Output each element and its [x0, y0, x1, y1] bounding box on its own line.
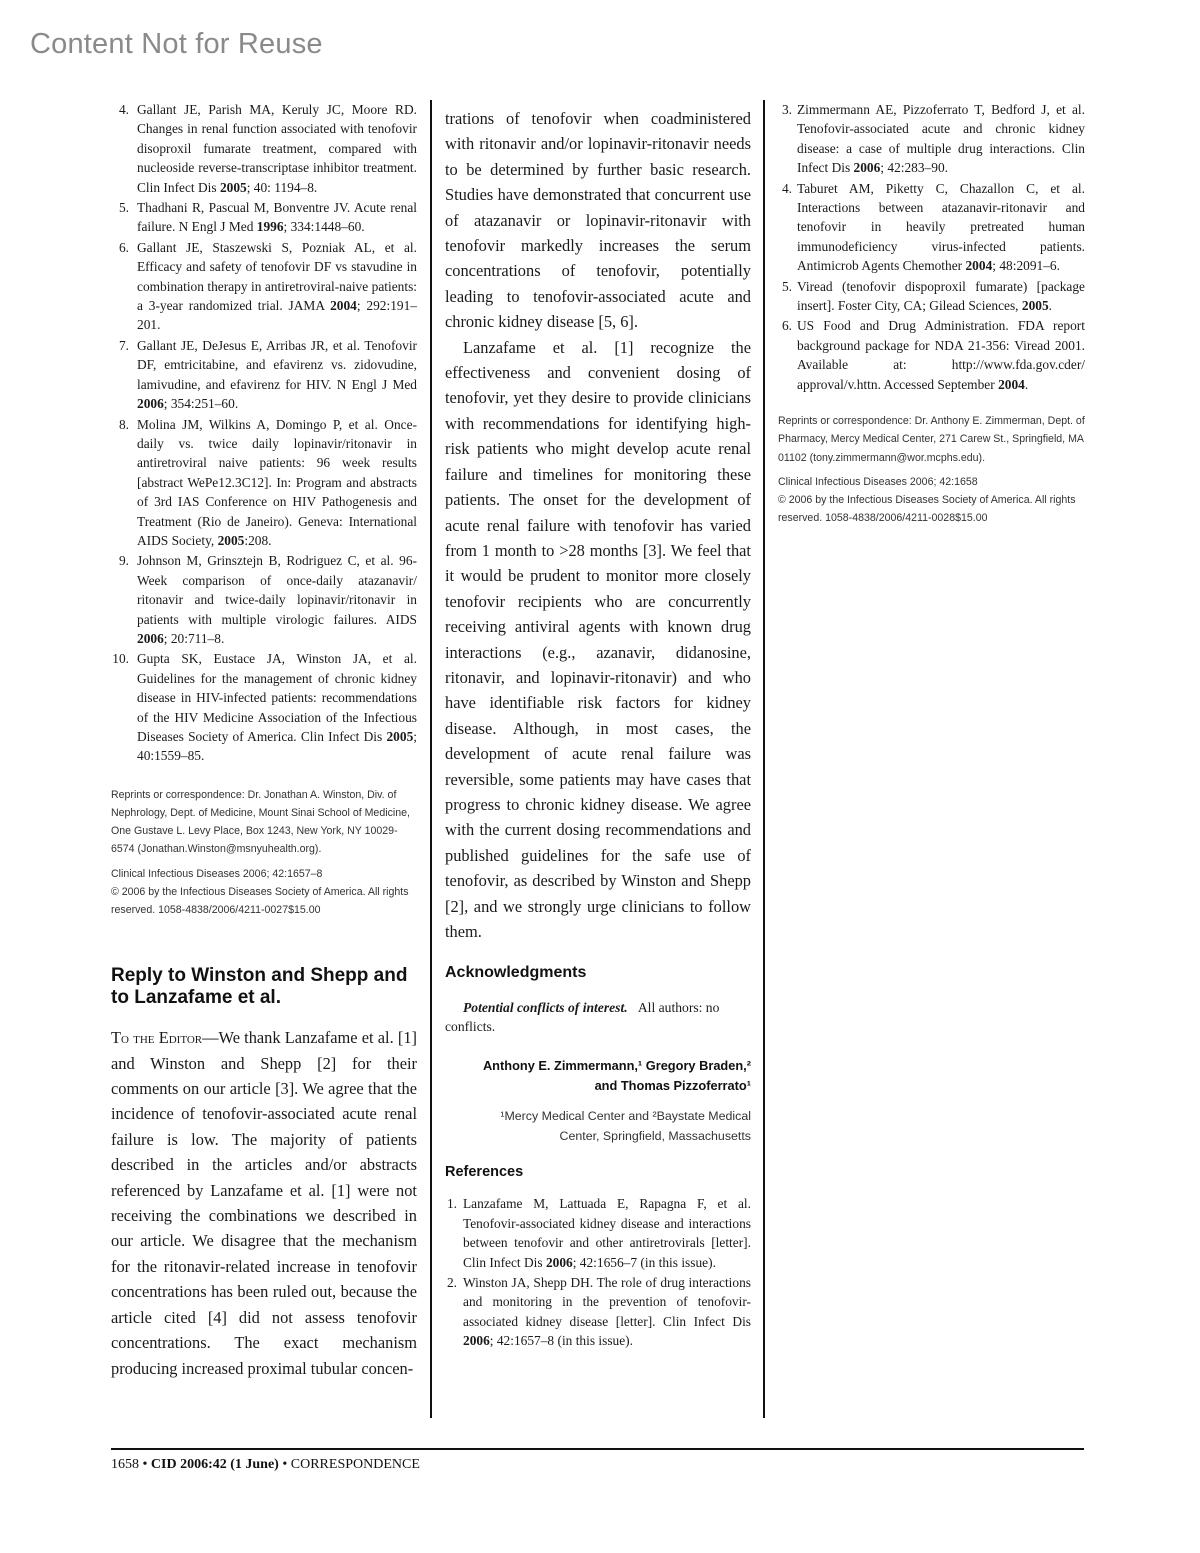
reference-year: 2004 — [965, 258, 993, 274]
reference-number: 4. — [118, 102, 129, 117]
reference-year: 2005 — [219, 179, 247, 195]
reference-year: 2006 — [853, 160, 881, 176]
reference-year: 2005 — [217, 532, 245, 548]
reference-year: 2006 — [137, 396, 164, 412]
reference-text: Taburet AM, Piketty C, Chazallon C, et al. Interactions between atazanavir-ritonavir and tenofovir in heavily pretreated human immunodeficiency virus-infected patients. Antimicrob Agents Chemother — [797, 180, 1085, 274]
reference-number: 4. — [781, 180, 792, 196]
reference-text: ; 20:711–8. — [163, 630, 225, 646]
copyright-note: © 2006 by the Infectious Diseases Society of America. All rights reserved. 1058-4838/2006/4211-0027$15.00 — [111, 885, 409, 917]
reference-number: 1. — [446, 1196, 457, 1212]
reference-number: 6. — [118, 239, 129, 255]
reference-number: 10. — [112, 651, 129, 667]
reference-text: ; 334:1448–60. — [283, 219, 365, 235]
reference-number: 3. — [781, 102, 792, 117]
reference-text: ; 40: 1194–8. — [246, 179, 318, 195]
reference-number: 8. — [118, 416, 129, 432]
conflict-label: Potential conflicts of interest. — [463, 1000, 628, 1016]
conflict-text: All authors: no conflicts. — [445, 1000, 720, 1035]
references-heading: References — [445, 1164, 524, 1181]
reference-text: ; 40:1559–85. — [137, 729, 417, 764]
reference-text: US Food and Drug Administration. FDA report background package for NDA 21-356: Viread 2001. Available at: http://www.fda.gov.cder/ approval/v.httn. Accessed September — [797, 318, 1085, 392]
reference-number: 9. — [118, 553, 129, 569]
reference-text: Winston JA, Shepp DH. The role of drug interactions and monitoring in the prevention of tenofovir-associated kidney disease [letter]. Clin Infect Dis — [463, 1275, 751, 1329]
reference-text: Gupta SK, Eustace JA, Winston JA, et al. Guidelines for the management of chronic kidney disease in HIV-infected patients: recommendations of the HIV Medicine Association of the Infectious Diseases Society of America. Clin Infect Dis — [137, 651, 417, 744]
author-line: Anthony E. Zimmermann,¹ Gregory Braden,² — [482, 1058, 751, 1074]
reprint-note: Reprints or correspondence: Dr. Jonathan A. Winston, Div. of Nephrology, Dept. of Medicine, Mount Sinai School of Medicine, One Gustave L. Levy Place, Box 1243, New York, NY 10029-6574 (Jonathan.Winston@msnyuhealth.org). — [111, 788, 410, 856]
salutation: To the Editor — [111, 1028, 203, 1048]
reference-text: ; 292:191–201. — [137, 298, 418, 333]
reference-list — [111, 100, 417, 766]
reference-text: ; 42:1656–7 (in this issue). — [572, 1254, 716, 1270]
reference-item — [111, 198, 417, 237]
reference-text: Gallant JE, DeJesus E, Arribas JR, et al. Tenofovir DF, emtricitabine, and efavirenz vs. zidovudine, lamivudine, and efavirenz for HIV. N Engl J Med — [137, 337, 417, 392]
reference-item — [111, 649, 417, 765]
reference-year: 2005 — [1021, 298, 1049, 314]
acknowledgments-heading: Acknowledgments — [445, 964, 587, 982]
reference-item — [111, 238, 417, 335]
reference-year: 2004 — [330, 298, 357, 314]
reference-year: 1996 — [256, 219, 284, 235]
reference-number: 5. — [118, 200, 129, 216]
column-divider — [763, 100, 765, 1418]
reference-text: Viread (tenofovir dispoproxil fumarate) [package insert]. Foster City, CA; Gilead Sciences, — [797, 278, 1085, 314]
reference-item — [445, 1194, 751, 1272]
reference-year: 2004 — [998, 376, 1025, 392]
reference-item — [111, 551, 417, 648]
reference-text: . — [1048, 298, 1053, 314]
reference-item — [111, 415, 417, 551]
conflict-statement — [445, 998, 751, 1036]
reference-number: 2. — [446, 1275, 457, 1291]
column-right — [778, 100, 1085, 527]
reference-text: Johnson M, Grinsztejn B, Rodriguez C, et al. 96-Week comparison of once-daily atazanavir/ ritonavir and twice-daily lopinavir/ritonavir in patients with multiple virologic failures. AIDS — [137, 553, 417, 627]
reference-number: 6. — [781, 318, 792, 334]
reference-text: Gallant JE, Parish MA, Keruly JC, Moore RD. Changes in renal function associated with tenofovir disoproxil fumarate treatment, compared with nucleoside reverse-transcriptase inhibitor treatment. Clin Infect Dis — [137, 102, 417, 195]
reference-year: 2006 — [463, 1333, 490, 1349]
reference-item — [778, 179, 1085, 276]
reference-number: 7. — [118, 337, 129, 353]
reference-list — [445, 1194, 751, 1350]
reference-text: :208. — [244, 532, 272, 548]
reprint-note: Reprints or correspondence: Dr. Anthony E. Zimmerman, Dept. of Pharmacy, Mercy Medical Center, 271 Carew St., Springfield, MA 01102 (tony.zimmermann@wor.mcphs.edu). — [778, 415, 1085, 464]
reference-text: Gallant JE, Staszewski S, Pozniak AL, et al. Efficacy and safety of tenofovir DF vs stavudine in combination therapy in antiretroviral-naive patients: a 3-year randomized trial. JAMA — [137, 239, 417, 314]
page-number: 1658 — [111, 1457, 139, 1472]
reference-list — [778, 100, 1085, 394]
letter-body — [111, 1025, 417, 1381]
reference-item — [111, 336, 417, 414]
body-paragraph: Lanzafame et al. [1] recognize the effectiveness and convenient dosing of tenofovir, yet they desire to provide clinicians with recommendations for identifying high-risk patients who might develop acute renal failure and timelines for monitoring these patients. The onset for the development of acute renal failure with tenofovir has varied from 1 month to >28 months [3]. We feel that it would be prudent to monitor more closely tenofovir recipients who are concurrently receiving antiviral agents with known drug interactions (e.g., azanavir, didanosine, ritonavir, and lopinavir-ritonavir) and who have identifiable risk factors for kidney disease. Although, in most cases, the development of acute renal failure was reversible, some patients may have cases that progress to chronic kidney disease. We agree with the current dosing recommendations and published guidelines for the safe use of tenofovir, as described by Winston and Shepp [2], and we strongly urge clinicians to follow them. — [445, 337, 751, 941]
reference-text: Lanzafame M, Lattuada E, Rapagna F, et al. Tenofovir-associated kidney disease and interactions between tenofovir and other antiretrovirals [letter]. Clin Infect Dis — [463, 1196, 751, 1270]
body-paragraph: trations of tenofovir when coadministered with ritonavir and/or lopinavir-ritonavir needs to be determined by further basic research. Studies have demonstrated that concurrent use of atazanavir or lopinavir-ritonavir with tenofovir markedly increases the serum concentrations of tenofovir, potentially leading to tenofovir-associated acute and chronic kidney disease [5, 6]. — [445, 109, 751, 332]
reference-item — [778, 277, 1085, 316]
affiliation-line: Center, Springfield, Massachusetts — [559, 1129, 751, 1144]
footer-separator: • — [139, 1457, 151, 1472]
reference-year: 2006 — [545, 1254, 573, 1270]
watermark: Content Not for Reuse — [30, 28, 323, 60]
footer-separator: • — [278, 1457, 291, 1472]
reference-item — [778, 316, 1085, 394]
reference-item — [445, 1273, 751, 1351]
reference-text: ; 48:2091–6. — [992, 258, 1060, 274]
column-middle — [445, 100, 751, 1352]
reference-item — [778, 100, 1085, 178]
footer-rule — [111, 1448, 1084, 1450]
reference-text: . — [1024, 376, 1029, 392]
reference-text: Molina JM, Wilkins A, Domingo P, et al. Once-daily vs. twice daily lopinavir/ritonavir in antiretroviral naive patients: 96 week results [abstract WePe12.3C12]. In: Program and abstracts of 3rd IAS Conference on HIV Pathogenesis and Treatment (Rio de Janeiro). Geneva: International AIDS Society, — [137, 416, 417, 548]
reference-year: 2005 — [386, 729, 414, 744]
letter-title: Reply to Winston and Shepp and to Lanzafame et al. — [111, 965, 408, 1009]
reference-text: Thadhani R, Pascual M, Bonventre JV. Acute renal failure. N Engl J Med — [137, 200, 417, 235]
section-label: CORRESPONDENCE — [290, 1457, 420, 1472]
reference-text: ; 42:1657–8 (in this issue). — [489, 1333, 633, 1349]
reference-text: ; 42:283–90. — [880, 160, 949, 176]
reference-text: Zimmermann AE, Pizzoferrato T, Bedford J, et al. Tenofovir-associated acute and chronic kidney disease: a case of multiple drug interactions. Clin Infect Dis — [797, 102, 1085, 176]
journal-citation: Clinical Infectious Diseases 2006; 42:1657–8 — [111, 867, 323, 880]
journal-citation: Clinical Infectious Diseases 2006; 42:1658 — [778, 475, 978, 488]
reference-text: ; 354:251–60. — [163, 396, 239, 412]
reference-year: 2006 — [137, 630, 164, 646]
reference-number: 5. — [781, 278, 792, 294]
column-divider — [430, 100, 432, 1418]
reference-item — [111, 100, 417, 197]
column-left — [111, 100, 417, 1381]
affiliation-line: ¹Mercy Medical Center and ²Baystate Medical — [500, 1109, 751, 1124]
letter-body-text: —We thank Lanzafame et al. [1] and Winston and Shepp [2] for their comments on our article [3]. We agree that the incidence of tenofovir-associated acute renal failure is low. The majority of patients described in the articles and/or abstracts referenced by Lanzafame et al. [1] were not receiving the combinations we described in our article. We disagree that the mechanism for the ritonavir-related increase in tenofovir concentrations has been ruled out, because the article cited [4] did not assess tenofovir concentrations. The exact mechanism producing increased proximal tubular concen- — [111, 1028, 417, 1378]
page-footer — [111, 1457, 420, 1473]
journal-issue: CID 2006:42 (1 June) — [150, 1457, 279, 1472]
copyright-note: © 2006 by the Infectious Diseases Society of America. All rights reserved. 1058-4838/2006/4211-0028$15.00 — [778, 493, 1076, 525]
author-line: and Thomas Pizzoferrato¹ — [594, 1078, 751, 1094]
